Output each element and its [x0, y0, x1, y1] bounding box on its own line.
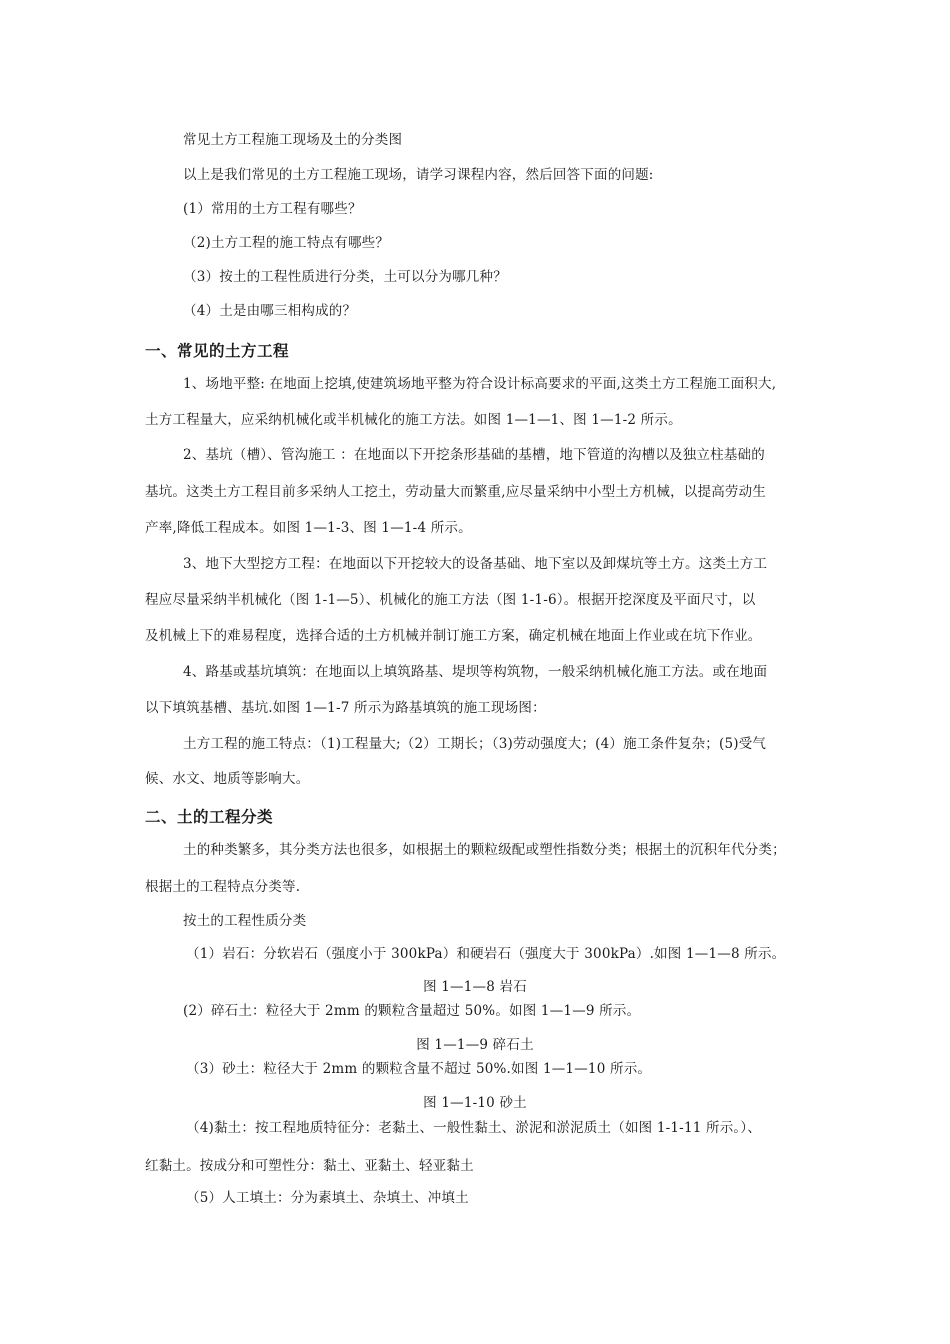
list-item-fill: （5）人工填土：分为素填土、杂填土、冲填土 — [186, 1190, 469, 1206]
paragraph-line: 2、基坑（槽）、管沟施工 ：在地面以下开挖条形基础的基槽，地下管道的沟槽以及独立柱基础的 — [183, 447, 765, 463]
list-item-clay: （4)黏土：按工程地质特征分：老黏土、一般性黏土、淤泥和淤泥质土（如图 1-1-11 所示。）、 — [186, 1120, 762, 1136]
question-4: （4）土是由哪三相构成的？ — [183, 303, 357, 319]
paragraph-line: 基坑。这类土方工程目前多采纳人工挖土，劳动量大而繁重,应尽量采纳中小型土方机械，以提高劳动生 — [145, 484, 766, 500]
paragraph-line: 程应尽量采纳半机械化（图 1-1—5）、机械化的施工方法（图 1-1-6）。根据开挖深度及平面尺寸，以 — [145, 592, 756, 608]
paragraph-line: 红黏土。按成分和可塑性分：黏土、亚黏土、轻亚黏土 — [145, 1158, 474, 1174]
section-heading-common-earthworks: 一、常见的土方工程 — [145, 342, 290, 360]
paragraph-line: 候、水文、地质等影响大。 — [145, 771, 310, 787]
paragraph-line: 根据土的工程特点分类等. — [145, 879, 301, 895]
paragraph-line: 4、路基或基坑填筑：在地面以上填筑路基、堤坝等构筑物，一般采纳机械化施工方法。或在地面 — [183, 664, 768, 680]
question-3: （3）按土的工程性质进行分类，土可以分为哪几种？ — [183, 269, 507, 285]
list-item-gravel: (2）碎石土：粒径大于 2mm 的颗粒含量超过 50%。如图 1—1—9 所示。 — [183, 1003, 641, 1019]
section-heading-soil-classification: 二、土的工程分类 — [145, 808, 274, 826]
list-item-sand: （3）砂土：粒径大于 2mm 的颗粒含量不超过 50%.如图 1—1—10 所示。 — [186, 1061, 652, 1077]
paragraph-line: 3、地下大型挖方工程：在地面以下开挖较大的设备基础、地下室以及卸煤坑等土方。这类土方工 — [183, 556, 768, 572]
paragraph-line: 1、场地平整: 在地面上挖填,使建筑场地平整为符合设计标高要求的平面,这类土方工程施工面积大, — [183, 376, 777, 392]
paragraph-line: 产率,降低工程成本。如图 1—1-3、图 1—1-4 所示。 — [145, 520, 472, 536]
figure-caption: 图 1—1—8 岩石 — [423, 979, 527, 995]
paragraph-line: 土方工程量大，应采纳机械化或半机械化的施工方法。如图 1—1—1、图 1—1-2 所示。 — [145, 412, 682, 428]
figure-caption: 图 1—1-10 砂土 — [423, 1095, 527, 1111]
subheading-engineering-property: 按土的工程性质分类 — [183, 913, 307, 929]
paragraph-line: 土方工程的施工特点：（1)工程量大;（2）工期长；（3)劳动强度大；(4）施工条件复杂；(5)受气 — [183, 736, 767, 752]
paragraph-line: 以下填筑基槽、基坑.如图 1—1-7 所示为路基填筑的施工现场图： — [145, 700, 546, 716]
doc-title: 常见土方工程施工现场及土的分类图 — [183, 132, 403, 148]
paragraph-line: 及机械上下的难易程度，选择合适的土方机械并制订施工方案，确定机械在地面上作业或在坑下作业。 — [145, 628, 762, 644]
question-1: (1）常用的土方工程有哪些？ — [183, 201, 362, 217]
question-2: （2)土方工程的施工特点有哪些？ — [183, 235, 390, 251]
intro-paragraph: 以上是我们常见的土方工程施工现场，请学习课程内容，然后回答下面的问题: — [183, 167, 654, 183]
paragraph-line: 土的种类繁多，其分类方法也很多，如根据土的颗粒级配或塑性指数分类；根据土的沉积年代分类； — [183, 842, 786, 858]
figure-caption: 图 1—1—9 碎石土 — [416, 1037, 534, 1053]
list-item-rock: （1）岩石：分软岩石（强度小于 300kPa）和硬岩石（强度大于 300kPa）.如图 1—1—8 所示。 — [186, 946, 786, 962]
